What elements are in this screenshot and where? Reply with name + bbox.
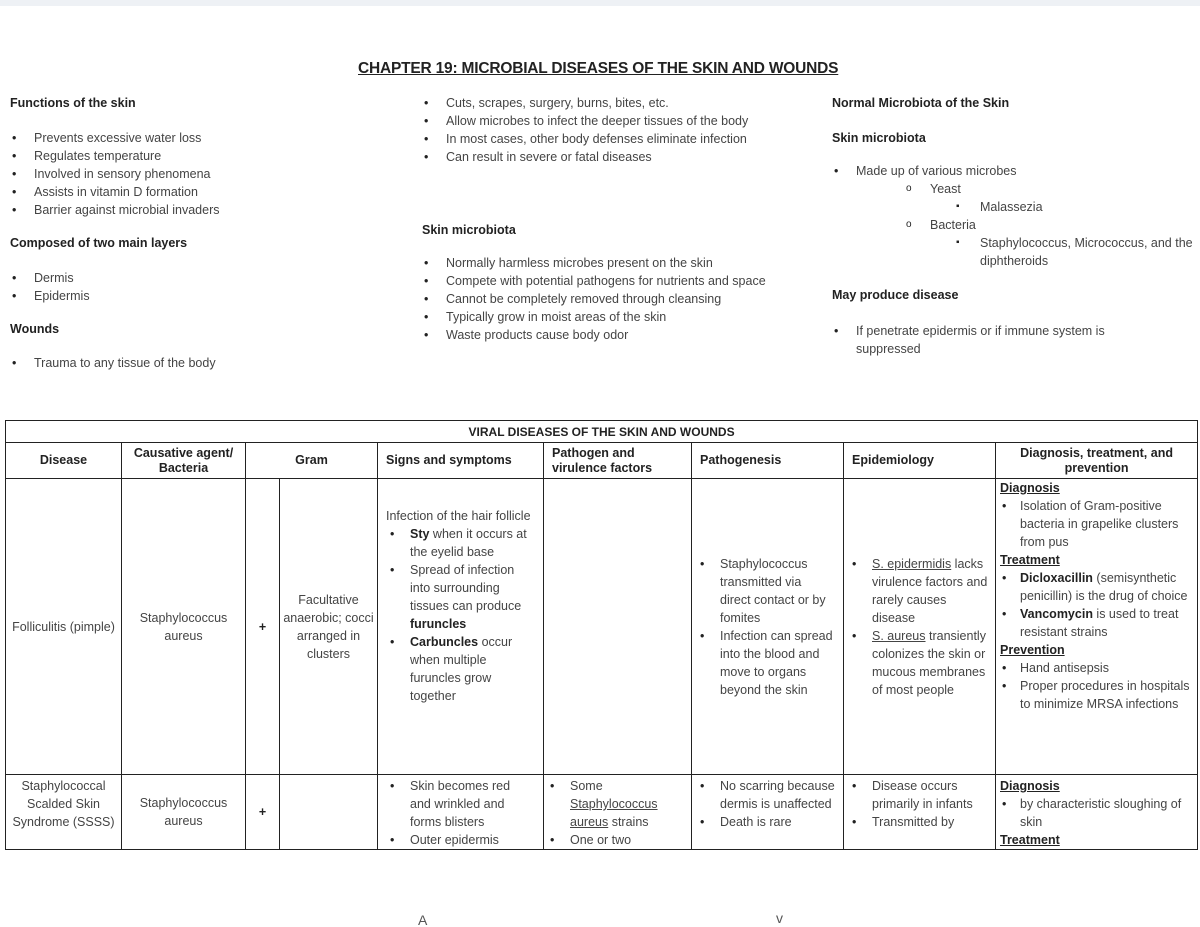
list-item: ▪ Malassezia — [832, 198, 1194, 216]
list-item: • Involved in sensory phenomena — [10, 165, 260, 183]
disease-heading: May produce disease — [832, 288, 959, 302]
bottom-fragment-left: A — [418, 912, 428, 927]
list-item: • Carbuncles occur when multiple furuncles grow together — [386, 633, 533, 705]
diagnosis-heading: Diagnosis — [1000, 481, 1060, 495]
list-item: • Skin becomes red and wrinkled and forms blisters — [386, 777, 533, 831]
header-gram: Gram — [246, 443, 378, 479]
list-item: • Proper procedures in hospitals to minimize MRSA infections — [1000, 677, 1193, 713]
list-item: • Regulates temperature — [10, 147, 260, 165]
cell-gram-desc — [280, 775, 378, 850]
list-item: • Assists in vitamin D formation — [10, 183, 260, 201]
cell-diagnosis — [996, 775, 1198, 850]
cell-signs — [378, 775, 544, 850]
list-item: • One or two — [546, 831, 685, 849]
list-item: • Waste products cause body odor — [422, 326, 784, 344]
page-title: CHAPTER 19: MICROBIAL DISEASES OF THE SKIN AND WOUNDS — [358, 60, 839, 77]
list-item: o Bacteria — [832, 216, 1194, 234]
diagnosis-heading: Diagnosis — [1000, 779, 1060, 793]
list-item: • Disease occurs primarily in infants — [848, 777, 991, 813]
cell-gram-desc: Facultative anaerobic; cocci arranged in clusters — [280, 479, 378, 775]
cell-agent: Staphylococcus aureus — [122, 479, 246, 775]
list-item: • Cannot be completely removed through cleansing — [422, 290, 784, 308]
header-pathogenesis: Pathogenesis — [692, 443, 844, 479]
signs-intro: Infection of the hair follicle — [386, 509, 531, 523]
list-item: • Compete with potential pathogens for nutrients and space — [422, 272, 784, 290]
layers-heading: Composed of two main layers — [10, 236, 188, 250]
list-item: • Infection can spread into the blood and move to organs beyond the skin — [696, 627, 835, 699]
header-agent: Causative agent/ Bacteria — [122, 443, 246, 479]
epidemiology-list — [848, 555, 991, 699]
skin-microbiota-heading: Skin microbiota — [832, 131, 926, 145]
list-item: • In most cases, other body defenses eliminate infection — [422, 130, 784, 148]
cell-disease: Folliculitis (pimple) — [6, 479, 122, 775]
list-item: • Transmitted by — [848, 813, 991, 831]
cell-epidemiology — [844, 479, 996, 775]
list-item: • Death is rare — [696, 813, 835, 831]
wounds-heading: Wounds — [10, 322, 60, 336]
list-item: • Epidermis — [10, 287, 260, 305]
header-virulence: Pathogen and virulence factors — [544, 443, 692, 479]
functions-list — [10, 129, 260, 219]
prevention-heading: Prevention — [1000, 643, 1065, 657]
list-item: • Can result in severe or fatal diseases — [422, 148, 784, 166]
list-item: • Typically grow in moist areas of the skin — [422, 308, 784, 326]
list-item: • Vancomycin is used to treat resistant strains — [1000, 605, 1193, 641]
list-item: • No scarring because dermis is unaffected — [696, 777, 835, 813]
list-item: • Cuts, scrapes, surgery, burns, bites, etc. — [422, 94, 784, 112]
cell-pathogenesis — [692, 479, 844, 775]
list-item: • Outer epidermis — [386, 831, 533, 849]
cell-diagnosis — [996, 479, 1198, 775]
viral-diseases-table — [5, 420, 1198, 850]
list-item: • Barrier against microbial invaders — [10, 201, 260, 219]
list-item: • S. aureus transiently colonizes the skin or mucous membranes of most people — [848, 627, 991, 699]
cell-epidemiology — [844, 775, 996, 850]
header-diagnosis: Diagnosis, treatment, and prevention — [996, 443, 1198, 479]
functions-heading: Functions of the skin — [10, 96, 136, 110]
list-item: • Trauma to any tissue of the body — [10, 354, 270, 372]
cell-gram-sign: + — [246, 775, 280, 850]
header-disease: Disease — [6, 443, 122, 479]
treatment-heading: Treatment — [1000, 553, 1060, 567]
list-item: • Hand antisepsis — [1000, 659, 1193, 677]
cell-gram-sign: + — [246, 479, 280, 775]
cell-disease: Staphylococcal Scalded Skin Syndrome (SSSS) — [6, 775, 122, 850]
list-item: • by characteristic sloughing of skin — [1000, 795, 1193, 831]
list-item: • Some Staphylococcus aureus strains — [546, 777, 685, 831]
signs-list — [386, 525, 533, 705]
cell-signs — [378, 479, 544, 775]
list-item: • Dicloxacillin (semisynthetic penicillin) is the drug of choice — [1000, 569, 1193, 605]
bottom-fragment-right: v — [776, 910, 783, 926]
table-row — [6, 479, 1198, 775]
pathogenesis-list — [696, 555, 835, 699]
list-item: • Made up of various microbes — [832, 162, 1194, 180]
microbiota-heading: Skin microbiota — [422, 223, 516, 237]
table-row — [6, 775, 1198, 850]
list-item: • Staphylococcus transmitted via direct contact or by fomites — [696, 555, 835, 627]
list-item: • Normally harmless microbes present on the skin — [422, 254, 784, 272]
list-item: o Yeast — [832, 180, 1194, 198]
wounds-detail-list — [422, 94, 784, 166]
cell-virulence — [544, 775, 692, 850]
list-item: • Dermis — [10, 269, 260, 287]
list-item: • If penetrate epidermis or if immune system is suppressed — [832, 322, 1172, 358]
cell-agent: Staphylococcus aureus — [122, 775, 246, 850]
normal-microbiota-heading: Normal Microbiota of the Skin — [832, 96, 1010, 110]
header-signs: Signs and symptoms — [378, 443, 544, 479]
list-item: • Allow microbes to infect the deeper tissues of the body — [422, 112, 784, 130]
list-item: • Spread of infection into surrounding tissues can produce furuncles — [386, 561, 533, 633]
cell-pathogenesis — [692, 775, 844, 850]
list-item: • S. epidermidis lacks virulence factors and rarely causes disease — [848, 555, 991, 627]
header-epidemiology: Epidemiology — [844, 443, 996, 479]
list-item: • Prevents excessive water loss — [10, 129, 260, 147]
microbiota-list — [422, 254, 784, 344]
disease-list — [832, 322, 1172, 358]
list-item: • Sty when it occurs at the eyelid base — [386, 525, 533, 561]
cell-virulence — [544, 479, 692, 775]
wounds-list — [10, 354, 270, 372]
list-item: ▪ Staphylococcus, Micrococcus, and the diphtheroids — [832, 234, 1194, 270]
list-item: • Isolation of Gram-positive bacteria in grapelike clusters from pus — [1000, 497, 1193, 551]
layers-list — [10, 269, 260, 305]
top-bar — [0, 0, 1200, 6]
table-caption: VIRAL DISEASES OF THE SKIN AND WOUNDS — [6, 421, 1198, 443]
normal-microbiota-list — [832, 162, 1194, 270]
treatment-heading: Treatment — [1000, 833, 1060, 847]
